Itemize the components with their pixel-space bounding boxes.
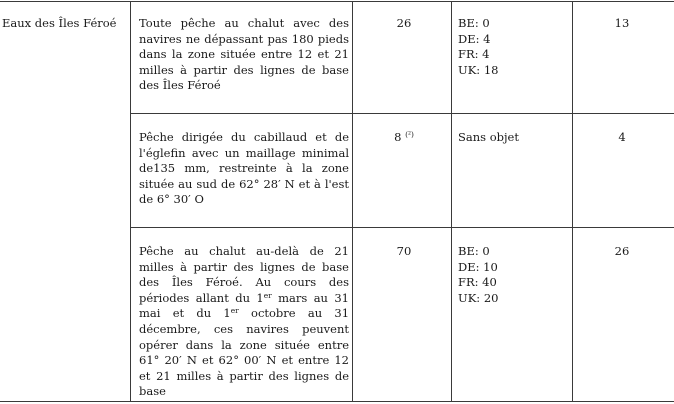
row-3-description: [139, 244, 349, 400]
row-1-allocation-uk: UK: 18: [458, 62, 499, 77]
row-3-allocation-fr: FR: 40: [458, 275, 497, 290]
row-3-description-part-2: mars au 31 mai et du 1: [139, 290, 349, 321]
row-1-description: Toute pêche au chalut avec des navires ne dépassant pas 180 pieds dans la zone située entre 12 et 21 milles à partir des lignes de base des Îles Féroé: [139, 16, 349, 93]
row-1-simultaneous: 13: [614, 16, 630, 30]
row-1-allocation-fr: FR: 4: [458, 47, 490, 62]
row-3-allocation-de: DE: 10: [458, 259, 498, 274]
row-3-allocation-be: BE: 0: [458, 244, 490, 258]
row-1-allocation: [458, 16, 578, 78]
column-divider-2: [352, 1, 353, 402]
row-3-superscript-2: er: [230, 306, 239, 316]
column-divider-1: [130, 1, 131, 402]
row-3-superscript-1: er: [263, 290, 272, 300]
row-2-allocation: Sans objet: [458, 130, 519, 144]
zone-label: Eaux des Îles Féroé: [2, 16, 117, 30]
row-2-simultaneous: 4: [618, 130, 626, 144]
row-2-count-value: 8: [394, 130, 402, 144]
row-1-allocation-de: DE: 4: [458, 31, 491, 46]
row-1-allocation-be: BE: 0: [458, 16, 490, 30]
row-1-count: 26: [396, 16, 412, 30]
row-3-allocation-uk: UK: 20: [458, 290, 499, 305]
row-3-simultaneous: 26: [614, 244, 630, 258]
row-2-count-footnote: (²): [405, 130, 414, 139]
row-divider-1: [130, 113, 674, 114]
row-3-allocation: [458, 244, 578, 306]
row-3-description-part-1: Pêche au chalut au-delà de 21 milles à partir des lignes de base des Îles Féroé. Au cours des périodes allant du 1: [139, 244, 349, 305]
row-3-description-part-3: octobre au 31 décembre, ces navires peuvent opérer dans la zone située entre 61° 20′ N et 62° 00′ N et entre 12 et 21 milles à partir des lignes de base: [139, 306, 350, 399]
column-divider-3: [451, 1, 452, 402]
row-divider-2: [130, 227, 674, 228]
row-3-count: 70: [396, 244, 412, 258]
row-2-description: Pêche dirigée du cabillaud et de l'églefin avec un maillage minimal de135 mm, restreinte à la zone située au sud de 62° 28′ N et à l'est de 6° 30′ O: [139, 130, 349, 207]
row-2-count: [356, 130, 452, 146]
